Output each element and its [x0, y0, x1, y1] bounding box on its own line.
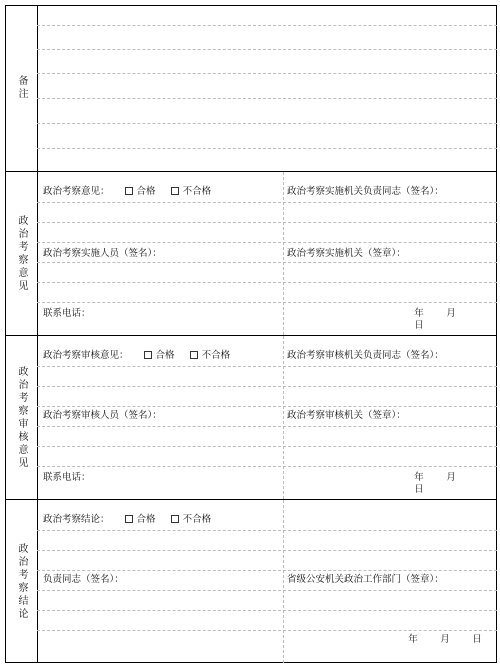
- checkbox-icon: [125, 187, 133, 195]
- conclusion-fail-checkbox[interactable]: 不合格: [171, 514, 212, 526]
- review-phone-label: 联系电话：: [43, 308, 91, 319]
- remarks-section: [5, 5, 497, 172]
- audit-content: [37, 336, 497, 499]
- conclusion-pass-checkbox[interactable]: 合格: [125, 514, 156, 526]
- remarks-label: 备注: [16, 75, 27, 101]
- checkbox-icon: [190, 351, 198, 359]
- review-implementer-sign-label: 政治考察实施人员（签名）：: [43, 248, 162, 259]
- review-label-cell: [5, 172, 38, 335]
- review-section: [5, 172, 497, 336]
- audit-phone-label: 联系电话：: [43, 472, 91, 483]
- review-content: [37, 172, 497, 335]
- audit-label: 政治考察审核意见: [16, 365, 27, 470]
- review-opinion-label: 政治考察意见：: [43, 186, 110, 197]
- checkbox-icon: [125, 515, 133, 523]
- remarks-field[interactable]: [37, 5, 497, 171]
- conclusion-label-text: 政治考察结论：: [43, 514, 110, 525]
- conclusion-label: 政治考察结论: [16, 542, 27, 621]
- review-label: 政治考察意见: [16, 214, 27, 293]
- audit-opinion-label: 政治考察审核意见：: [43, 350, 129, 361]
- review-pass-checkbox[interactable]: 合格: [125, 186, 156, 198]
- audit-fail-checkbox[interactable]: 不合格: [190, 350, 231, 362]
- conclusion-department-seal-label: 省级公安机关政治工作部门（签章）：: [287, 574, 444, 585]
- review-fail-checkbox[interactable]: 不合格: [171, 186, 212, 198]
- conclusion-label-cell: [5, 500, 38, 663]
- audit-pass-checkbox[interactable]: 合格: [144, 350, 175, 362]
- conclusion-responsible-sign-label: 负责同志（签名）：: [43, 574, 124, 585]
- audit-responsible-sign-label: 政治考察审核机关负责同志（签名）：: [287, 350, 444, 361]
- review-responsible-sign-label: 政治考察实施机关负责同志（签名）：: [287, 186, 444, 197]
- conclusion-section: [5, 500, 497, 663]
- checkbox-icon: [171, 515, 179, 523]
- review-date: 年 月日: [414, 308, 456, 331]
- checkbox-icon: [144, 351, 152, 359]
- audit-label-cell: [5, 336, 38, 499]
- review-agency-seal-label: 政治考察实施机关（签章）：: [287, 248, 406, 259]
- conclusion-content: [37, 500, 497, 663]
- audit-date: 年 月日: [414, 472, 456, 495]
- remarks-label-cell: [5, 5, 38, 171]
- audit-section: [5, 336, 497, 500]
- checkbox-icon: [171, 187, 179, 195]
- conclusion-date: 年 月 日: [408, 634, 482, 645]
- audit-auditor-sign-label: 政治考察审核人员（签名）：: [43, 410, 162, 421]
- audit-agency-seal-label: 政治考察审核机关（签章）：: [287, 410, 406, 421]
